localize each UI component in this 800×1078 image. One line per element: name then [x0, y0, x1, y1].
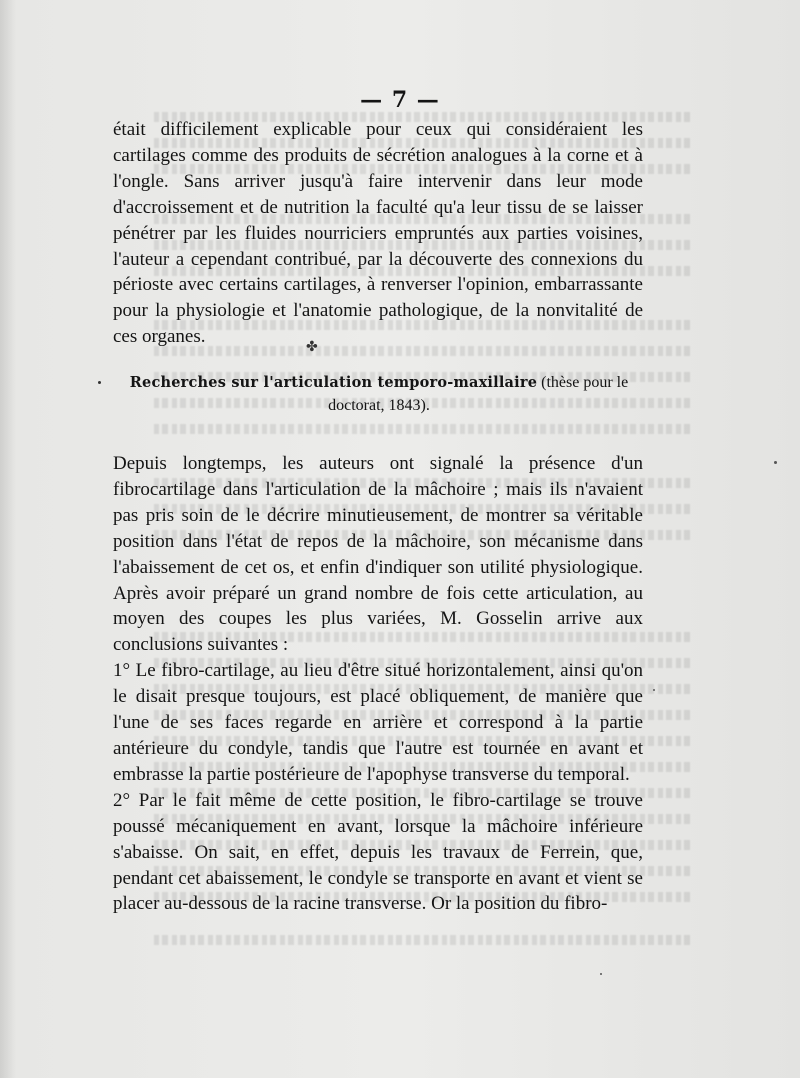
paper-speck	[600, 973, 602, 975]
section-heading	[113, 371, 645, 417]
paper-speck	[774, 461, 777, 464]
bullet-icon	[98, 381, 101, 384]
heading-subtitle-part1: (thèse pour le	[537, 374, 629, 391]
page-number: — 7 —	[360, 87, 440, 113]
heading-title: Recherches sur l'articulation temporo-maxillaire	[129, 374, 538, 391]
paragraph-conclusion-2: 2° Par le fait même de cette position, le fibro-cartilage se trouve poussé mécaniquement en avant, lorsque la mâchoire inférieure s'abaisse. On sait, en effet, depuis les travaux de Ferrein, que, pendant cet abaissement, le condyle se transporte en avant et vient se placer au-dessous de la racine transverse. Or la position du fibro-	[113, 789, 643, 915]
intro-paragraph	[113, 117, 643, 350]
body-text	[113, 451, 643, 917]
heading-subtitle-part2: doctorat, 1843).	[328, 397, 430, 414]
ornament-icon: ✤	[306, 339, 318, 355]
paper-speck	[653, 689, 655, 691]
paragraph-intro: Depuis longtemps, les auteurs ont signalé la présence d'un fibrocartilage dans l'articulation de la mâchoire ; mais ils n'avaient pas pris soin de le décrire minutieusement, de montrer sa véritable position dans l'état de repos de la mâchoire, son mécanisme dans l'abaissement de cet os, et enfin d'indiquer son utilité physiologique. Après avoir préparé un grand nombre de fois cette articulation, au moyen des coupes les plus variées, M. Gosselin arrive aux conclusions suivantes :	[113, 453, 643, 656]
intro-text: était difficilement explicable pour ceux qui considéraient les cartilages comme des produits de sécrétion analogues à la corne et à l'ongle. Sans arriver jusqu'à faire intervenir dans leur mode d'accroissement et de nutrition la faculté qu'a leur tissu de se laisser pénétrer par les fluides nourriciers empruntés aux parties voisines, l'auteur a cependant contribué, par la découverte des connexions du périoste avec certains cartilages, à renverser l'opinion, embarrassante pour la physiologie et l'anatomie pathologique, de la nonvitalité de ces organes.	[113, 119, 643, 348]
paragraph-conclusion-1: 1° Le fibro-cartilage, au lieu d'être situé horizontalement, ainsi qu'on le disait presque toujours, est placé obliquement, de manière que l'une de ses faces regarde en arrière et correspond à la partie antérieure du condyle, tandis que l'autre est tournée en avant et embrasse la partie postérieure de l'apophyse transverse du temporal.	[113, 660, 643, 785]
